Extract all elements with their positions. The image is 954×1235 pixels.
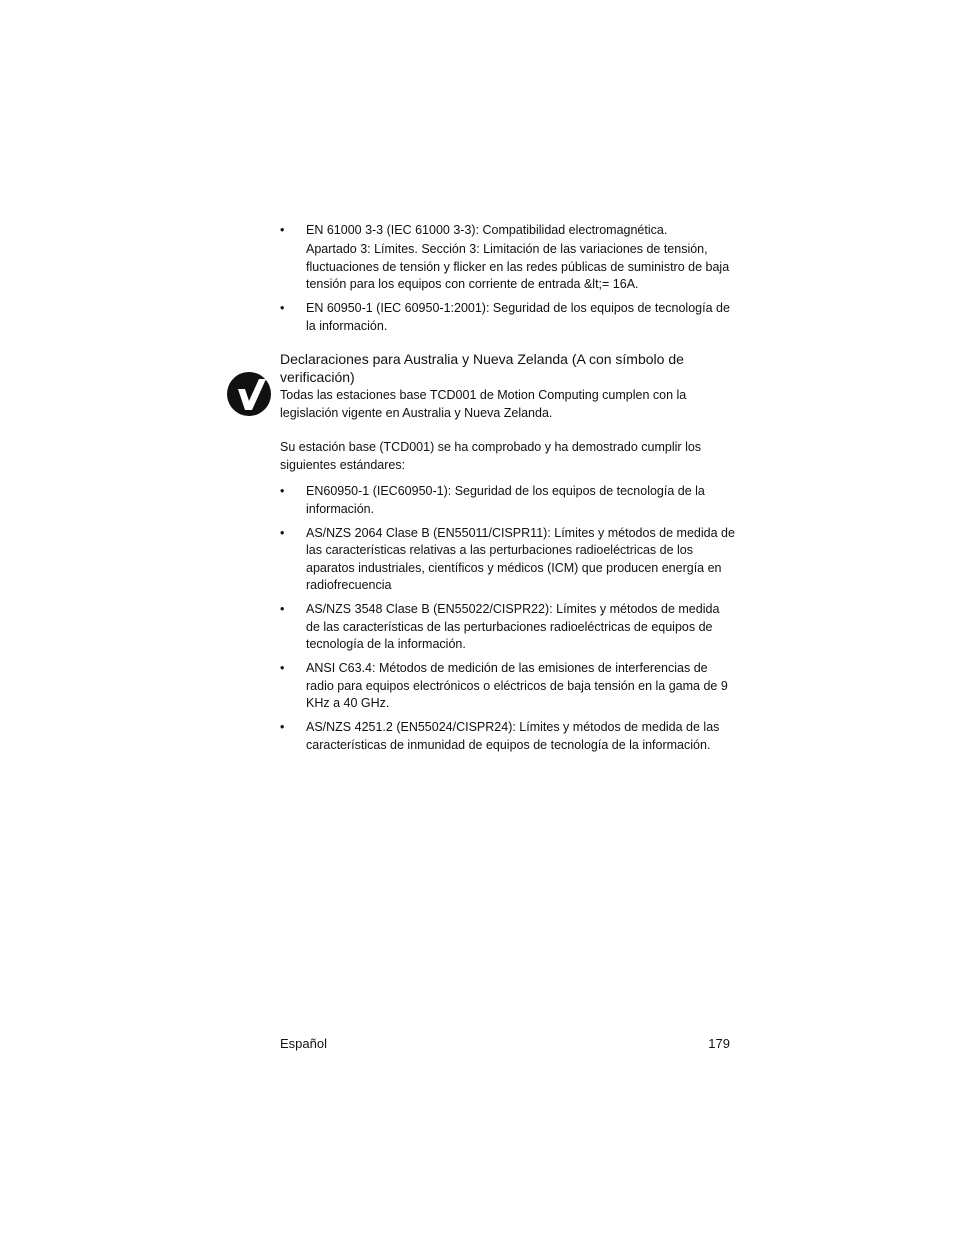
standards-list-top [280,222,735,342]
list-item [280,719,735,754]
bullet: • [280,223,285,237]
footer-language: Español [280,1036,327,1051]
list-item [280,525,735,595]
page-number: 179 [708,1036,730,1051]
list-item [280,300,735,335]
list-item-text: AS/NZS 4251.2 (EN55024/CISPR24): Límites y métodos de medida de las características de inmunidad de equipos de tecnología de la información. [306,720,720,752]
list-item-text: ANSI C63.4: Métodos de medición de las emisiones de interferencias de radio para equipos electrónicos o eléctricos de baja tensión en la gama de 9 KHz a 40 GHz. [306,661,728,710]
bullet: • [280,602,285,616]
bullet: • [280,525,285,540]
list-item [280,483,735,518]
list-item-text: AS/NZS 3548 Clase B (EN55022/CISPR22): Límites y métodos de medida de las características de las perturbaciones radioeléctricas de equipos de tecnología de la información. [306,602,720,651]
c-tick-mark-icon [226,370,272,418]
bullet: • [280,720,285,734]
standards-list [280,483,735,761]
list-item-text: Apartado 3: Límites. Sección 3: Limitación de las variaciones de tensión, fluctuaciones de tensión y flicker en las redes públicas de suministro de baja tensión para los equipos con corriente de entrada &lt;= 16A. [306,242,730,291]
list-item-heading: EN 61000 3-3 (IEC 61000 3-3): Compatibilidad electromagnética. [306,223,668,237]
bullet: • [280,484,285,498]
section-heading: Declaraciones para Australia y Nueva Zelanda (A con símbolo de verificación) [280,351,684,385]
standards-intro-paragraph: Su estación base (TCD001) se ha comprobado y ha demostrado cumplir los siguientes estándares: [280,440,702,472]
list-item [280,222,735,294]
bullet: • [280,661,285,675]
bullet: • [280,301,285,315]
list-item [280,660,735,713]
list-item-text: AS/NZS 2064 Clase B (EN55011/CISPR11): Límites y métodos de medida de las características relativas a las perturbaciones radioeléctricas de los aparatos industriales, científicos y médicos (ICM) que producen energía en radiofrecuencia [306,525,735,592]
list-item-text: EN 60950-1 (IEC 60950-1:2001): Seguridad de los equipos de tecnología de la información. [306,301,730,333]
list-item [280,601,735,654]
list-item-text: EN60950-1 (IEC60950-1): Seguridad de los equipos de tecnología de la información. [306,484,705,516]
compliance-paragraph: Todas las estaciones base TCD001 de Motion Computing cumplen con la legislación vigente en Australia y Nueva Zelanda. [280,388,687,420]
